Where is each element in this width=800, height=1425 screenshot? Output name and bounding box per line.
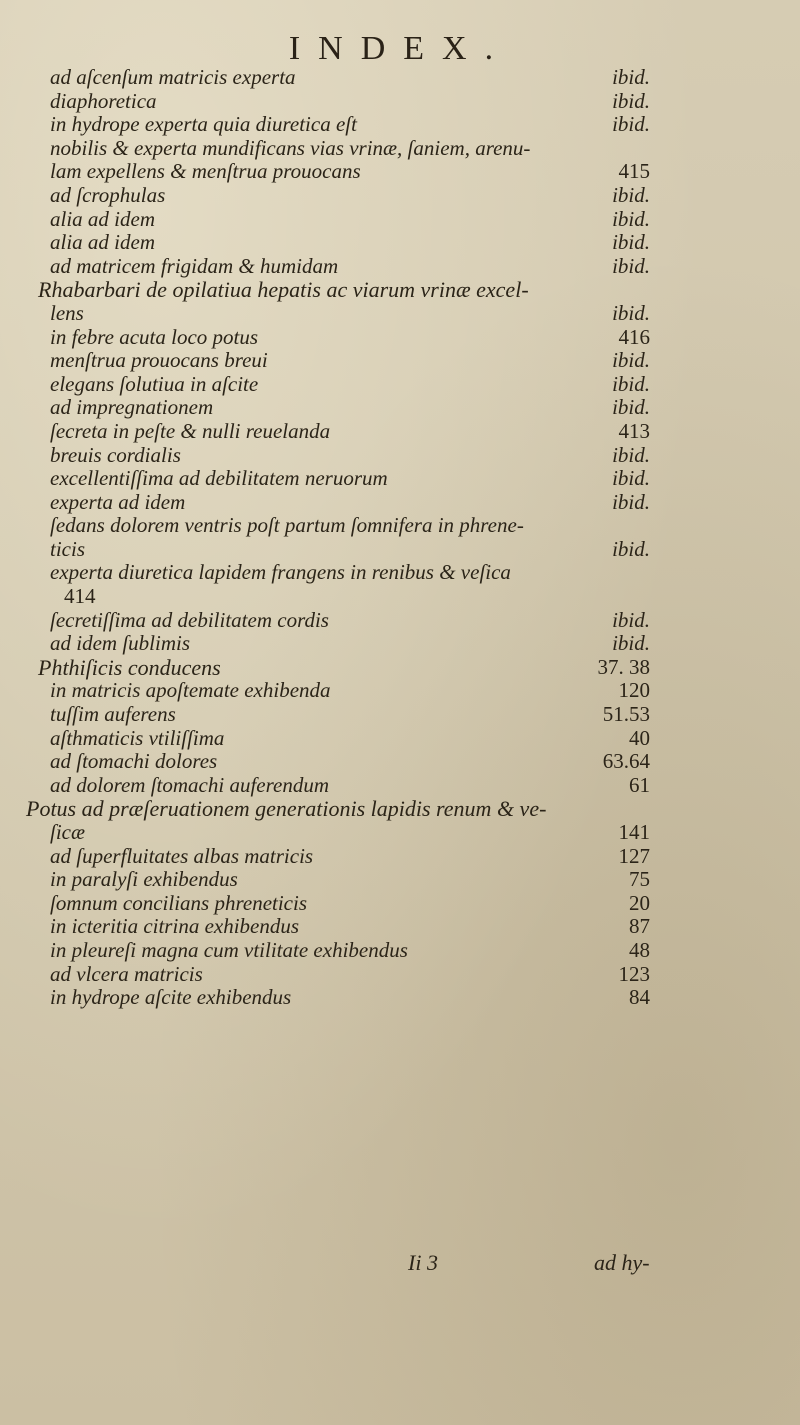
- entry-text: ſecretiſſima ad debilitatem cordis: [50, 607, 329, 632]
- index-entry: [0, 255, 800, 279]
- index-entry: [0, 373, 800, 397]
- entry-page: ibid.: [612, 182, 650, 207]
- page-header: INDEX.: [288, 30, 512, 67]
- index-entry: [0, 349, 800, 373]
- entry-page: ibid.: [612, 607, 650, 632]
- entry-text: ad ſuperfluitates albas matricis: [50, 843, 314, 868]
- entry-page: ibid.: [612, 631, 650, 656]
- index-entry: [0, 750, 800, 774]
- entry-page: 75: [629, 867, 650, 892]
- entry-text: experta diuretica lapidem frangens in renibus & veſica: [50, 560, 511, 585]
- entry-text: Potus ad præſeruationem generationis lapidis renum & ve-: [26, 796, 547, 822]
- entry-page: ibid.: [612, 253, 650, 278]
- index-entry: [0, 727, 800, 751]
- catchword: ad hy-: [594, 1250, 650, 1275]
- entry-text: in matricis apoſtemate exhibenda: [50, 678, 331, 703]
- index-entry: [0, 160, 800, 184]
- entry-page: 413: [618, 418, 650, 443]
- index-entry: [0, 396, 800, 420]
- index-entry: [0, 609, 800, 633]
- index-entry: [0, 444, 800, 468]
- index-entry: [0, 467, 800, 491]
- entry-page: 123: [618, 961, 650, 986]
- index-entry: [0, 986, 800, 1010]
- entry-text: in hydrope experta quia diuretica eſt: [50, 112, 357, 137]
- entry-page: ibid.: [612, 536, 650, 561]
- entry-text: menſtrua prouocans breui: [50, 348, 268, 373]
- entry-text: ſecreta in peſte & nulli reuelanda: [50, 418, 331, 443]
- entry-page: 120: [618, 678, 650, 703]
- entry-text: Phthiſicis conducens: [38, 654, 221, 680]
- index-entry: [0, 113, 800, 137]
- index-entry: [0, 208, 800, 232]
- entry-page: ibid.: [612, 300, 650, 325]
- index-entry: [0, 538, 800, 562]
- entry-page: 127: [618, 843, 650, 868]
- entry-text: in pleureſi magna cum vtilitate exhibendus: [50, 937, 408, 962]
- index-entry: [0, 939, 800, 963]
- entry-page: 48: [629, 937, 650, 962]
- entry-page: 63.64: [602, 749, 650, 774]
- index-entry: [0, 915, 800, 939]
- entry-page: 40: [629, 725, 650, 750]
- entry-page: 416: [618, 324, 650, 349]
- entry-text: elegans ſolutiua in aſcite: [50, 371, 259, 396]
- entry-page: 37. 38: [597, 654, 650, 679]
- entry-text: nobilis & experta mundificans vias vrinæ, ſaniem, arenu-: [50, 135, 531, 160]
- index-entry: [0, 137, 800, 161]
- entry-page: ibid.: [612, 88, 650, 113]
- index-entry: [0, 561, 800, 585]
- entry-page: ibid.: [612, 230, 650, 255]
- entry-text: ad ſtomachi dolores: [50, 749, 218, 774]
- entry-page: 51.53: [602, 702, 650, 727]
- entry-text: breuis cordialis: [50, 442, 181, 467]
- index-entry: [0, 774, 800, 798]
- entry-page: 87: [629, 914, 650, 939]
- entry-page: ibid.: [612, 442, 650, 467]
- entry-page: ibid.: [612, 371, 650, 396]
- index-entry: [0, 420, 800, 444]
- index-entry: [0, 302, 800, 326]
- index-entry: [0, 66, 800, 90]
- index-entry: [0, 963, 800, 987]
- entry-text: 414: [64, 584, 96, 609]
- entry-text: tuſſim auferens: [50, 702, 176, 727]
- entry-text: ad idem ſublimis: [50, 631, 190, 656]
- entry-page: ibid.: [612, 395, 650, 420]
- index-entry: [0, 491, 800, 515]
- entry-text: ticis: [50, 536, 85, 561]
- entry-text: Rhabarbari de opilatiua hepatis ac viarum vrinæ excel-: [38, 277, 529, 303]
- entry-page: ibid.: [612, 206, 650, 231]
- entry-text: alia ad idem: [50, 230, 155, 255]
- entry-text: ad aſcenſum matricis experta: [50, 65, 296, 89]
- index-entry: [0, 845, 800, 869]
- index-entry: [0, 231, 800, 255]
- entry-text: in febre acuta loco potus: [50, 324, 259, 349]
- entry-text: ad ſcrophulas: [50, 182, 166, 207]
- entry-text: ad impregnationem: [50, 395, 214, 420]
- entry-text: aſthmaticis vtiliſſima: [50, 725, 225, 750]
- entry-text: in hydrope aſcite exhibendus: [50, 985, 292, 1010]
- entry-page: 141: [618, 820, 650, 844]
- entry-text: ad matricem frigidam & humidam: [50, 253, 339, 278]
- signature-mark: Ii 3: [408, 1250, 438, 1275]
- index-entry-heading: [0, 278, 800, 302]
- entry-text: ſedans dolorem ventris poſt partum ſomnifera in phrene-: [50, 513, 524, 538]
- entry-text: excellentiſſima ad debilitatem neruorum: [50, 466, 388, 491]
- entry-text: lens: [50, 300, 84, 325]
- entry-text: ad vlcera matricis: [50, 961, 203, 986]
- entry-page: ibid.: [612, 112, 650, 137]
- entry-text: diaphoretica: [50, 88, 157, 113]
- index-entry: [0, 90, 800, 114]
- index-entries: [0, 66, 800, 1010]
- entry-page: ibid.: [612, 489, 650, 514]
- entry-text: in icteritia citrina exhibendus: [50, 914, 300, 939]
- entry-text: ad dolorem ſtomachi auferendum: [50, 772, 329, 797]
- entry-text: experta ad idem: [50, 489, 186, 514]
- entry-page: 84: [629, 985, 650, 1010]
- index-entry: [0, 326, 800, 350]
- index-entry: [0, 585, 800, 609]
- entry-page: 61: [629, 772, 650, 797]
- index-entry: [0, 703, 800, 727]
- entry-text: lam expellens & menſtrua prouocans: [50, 159, 361, 184]
- entry-text: in paralyſi exhibendus: [50, 867, 238, 892]
- index-entry: [0, 892, 800, 916]
- index-entry: [0, 514, 800, 538]
- entry-page: ibid.: [612, 65, 650, 89]
- index-entry: [0, 184, 800, 208]
- index-entry-heading: [0, 656, 800, 680]
- entry-text: ſicæ: [50, 820, 85, 844]
- index-entry-heading: [0, 797, 800, 821]
- index-entry: [0, 868, 800, 892]
- entry-page: ibid.: [612, 348, 650, 373]
- index-entry: [0, 821, 800, 845]
- entry-text: alia ad idem: [50, 206, 155, 231]
- entry-text: ſomnum concilians phreneticis: [50, 890, 308, 915]
- entry-page: 415: [618, 159, 650, 184]
- index-entry: [0, 632, 800, 656]
- index-entry: [0, 679, 800, 703]
- entry-page: 20: [629, 890, 650, 915]
- entry-page: ibid.: [612, 466, 650, 491]
